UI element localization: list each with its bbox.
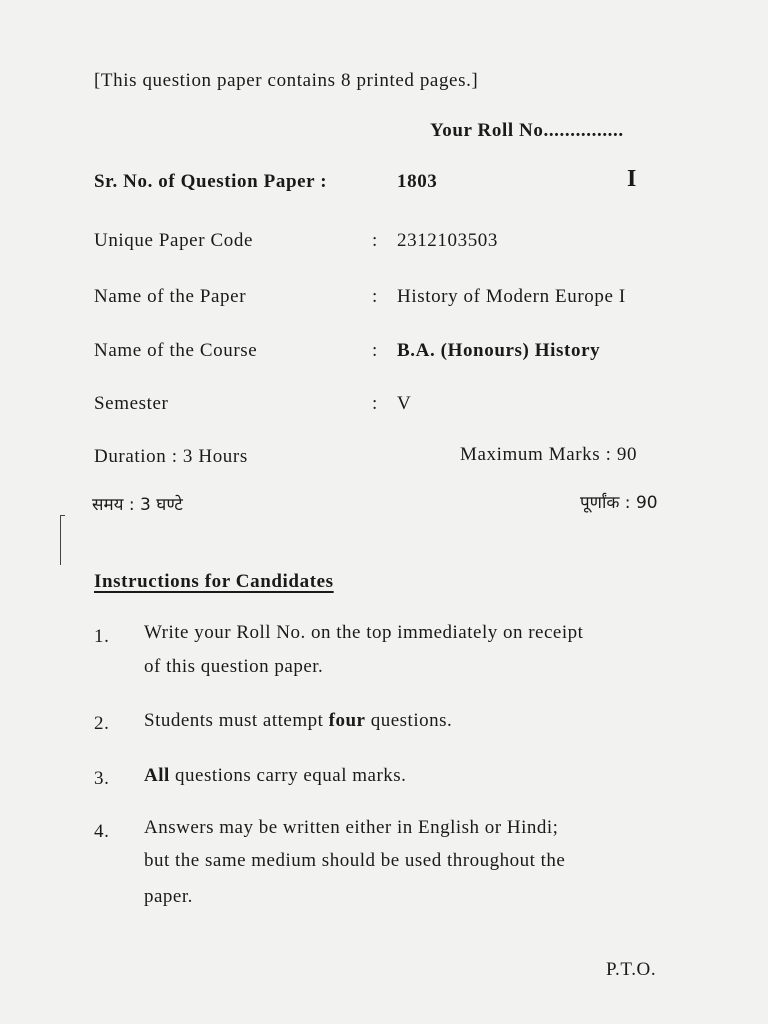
field-value-course-name: B.A. (Honours) History: [397, 340, 601, 361]
instruction-text: Write your Roll No. on the top immediately on receipt: [144, 622, 584, 643]
field-separator: :: [372, 393, 378, 414]
maximum-marks: Maximum Marks : 90: [460, 444, 638, 465]
instruction-text: [144, 710, 452, 732]
margin-bracket-mark: [60, 515, 65, 565]
please-turn-over: P.T.O.: [606, 959, 657, 980]
field-label-course-name: Name of the Course: [94, 340, 258, 361]
instruction-text: paper.: [144, 886, 193, 907]
field-separator: :: [372, 286, 378, 307]
instruction-text-part: questions carry equal marks.: [169, 765, 407, 786]
set-marker: I: [627, 166, 637, 192]
duration: Duration : 3 Hours: [94, 446, 248, 467]
instruction-emphasis: All: [144, 765, 170, 786]
field-value-paper-code: 2312103503: [397, 230, 498, 251]
field-label-semester: Semester: [94, 393, 169, 414]
roll-no-label: Your Roll No...............: [430, 120, 624, 141]
instruction-number: 2.: [94, 713, 110, 734]
field-separator: :: [372, 340, 378, 361]
page-count-note: [This question paper contains 8 printed pages.]: [94, 70, 479, 91]
instruction-text-part: Students must attempt: [144, 710, 329, 731]
instruction-text: of this question paper.: [144, 656, 324, 677]
instruction-emphasis: four: [328, 710, 366, 731]
instruction-text-part: questions.: [365, 710, 453, 731]
instruction-text: [144, 765, 406, 787]
field-label-paper-code: Unique Paper Code: [94, 230, 253, 251]
maximum-marks-hindi: पूर्णांक : 90: [580, 493, 658, 513]
field-label-paper-name: Name of the Paper: [94, 286, 247, 307]
sr-no-value: 1803: [397, 171, 438, 192]
instruction-number: 4.: [94, 821, 110, 842]
instruction-text: Answers may be written either in English or Hindi;: [144, 817, 559, 838]
sr-no-label: Sr. No. of Question Paper :: [94, 171, 328, 192]
field-value-paper-name: History of Modern Europe I: [397, 286, 626, 307]
instructions-heading: Instructions for Candidates: [94, 571, 334, 592]
field-value-semester: V: [397, 393, 412, 414]
duration-hindi: समय : 3 घण्टे: [92, 495, 183, 515]
instruction-text: but the same medium should be used throughout the: [144, 850, 566, 871]
instruction-number: 1.: [94, 626, 110, 647]
instruction-number: 3.: [94, 768, 110, 789]
field-separator: :: [372, 230, 378, 251]
